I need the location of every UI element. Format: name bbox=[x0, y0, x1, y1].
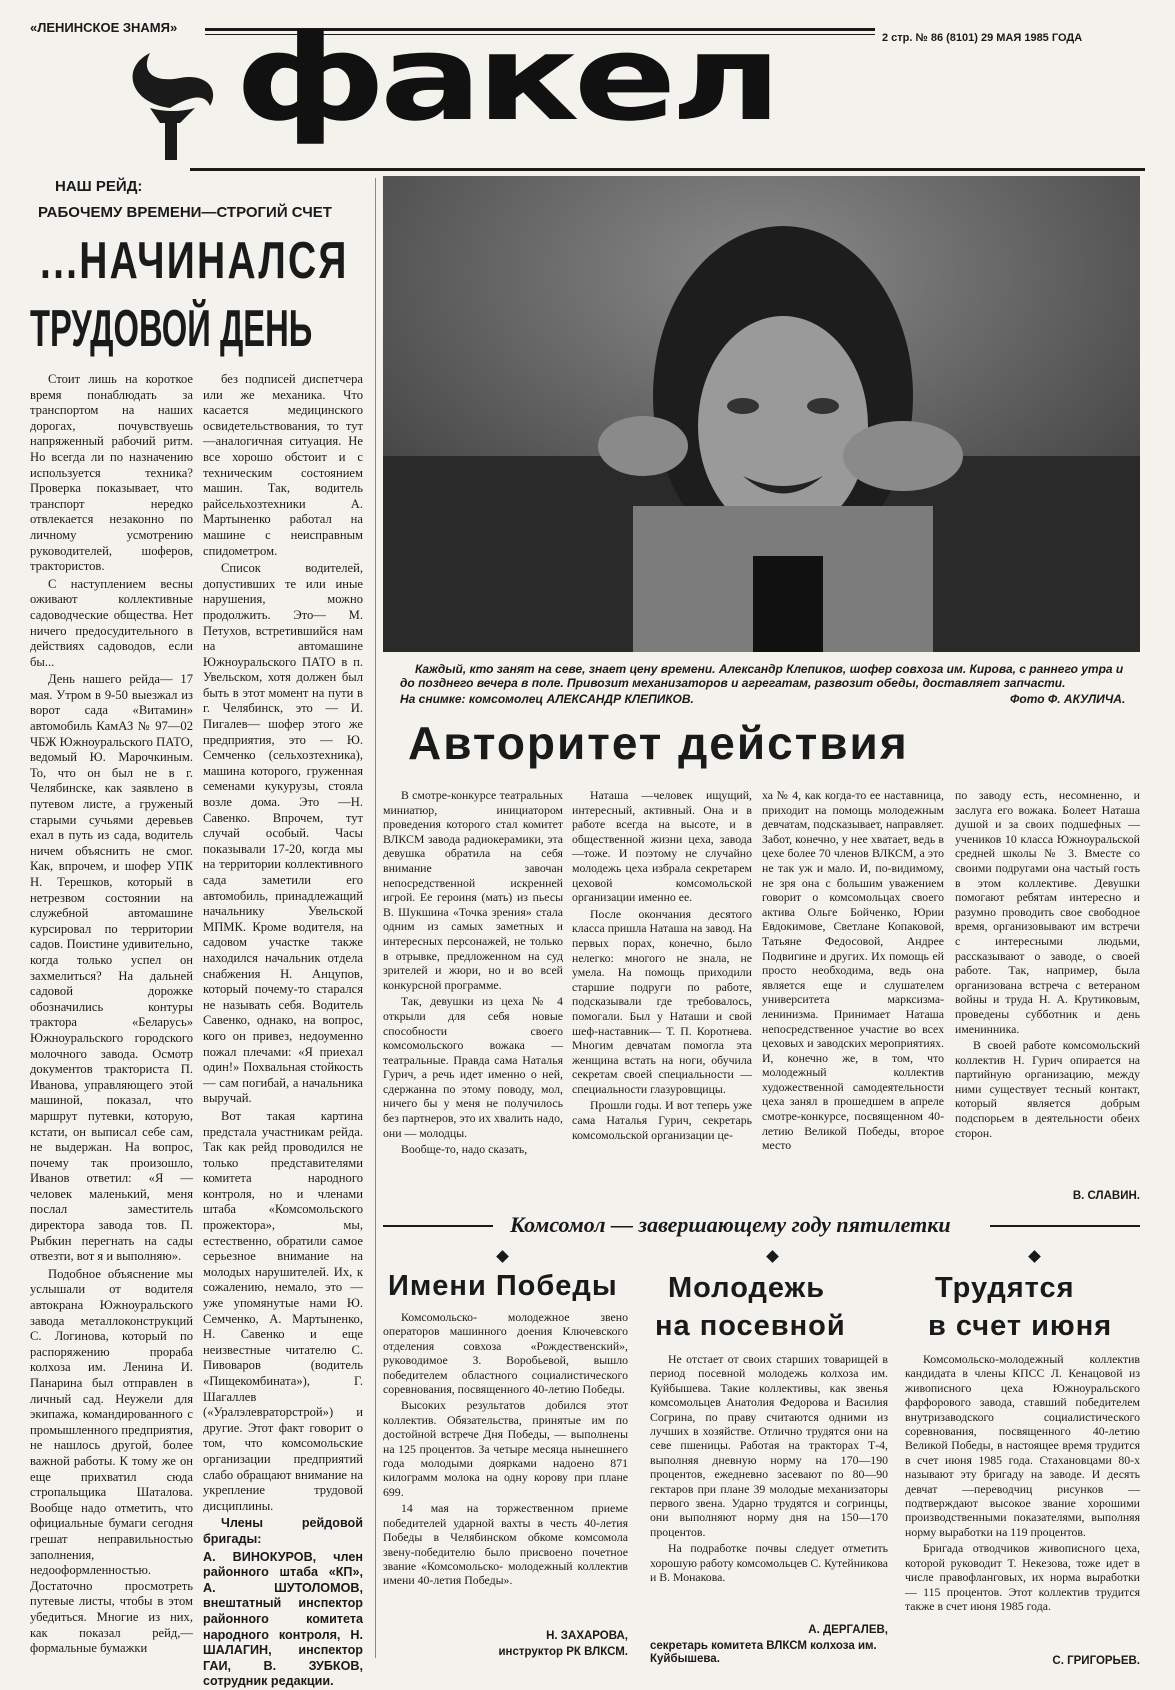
june-paragraph: Бригада отводчиков живописного цеха, которой руководит Т. Некезова, тоже идет в числе правофланговых, их норма выработки — 115 процентов. Этот коллектив трудится также в счет июня 1985 года. bbox=[905, 1541, 1140, 1613]
victory-paragraph: 14 мая на торжественном приеме победителей ударной вахты в честь 40-летия Победы в Челябинском обкоме комсомола звену-победителю было присвоено почетное звание «Комсомольско- молодежный коллектив имени 40-летия Победы». bbox=[383, 1501, 628, 1588]
sowing-paragraph: Не отстает от своих старших товарищей в период посевной молодежь колхоза им. Куйбышева. Такие коллективы, как звенья комсомольцев Анатолия Федорова и Василия Согрина, по праву считаются одними из лучших в хозяйстве. Отлично трудятся они на севе пшеницы. Работая на тракторах Т-4, выполняя дневную норму на 170—190 процентов, ежедневно засевают по 80—90 гектаров при плане 39 молодые механизаторы первого звена. Ударно трудятся и согринцы, они выполняют норму дня на 150—170 процентов. bbox=[650, 1352, 888, 1539]
victory-author: Н. ЗАХАРОВА, bbox=[546, 1630, 628, 1642]
raid-kicker-2: РАБОЧЕМУ ВРЕМЕНИ—СТРОГИЙ СЧЕТ bbox=[38, 204, 332, 221]
raid-column-2 bbox=[203, 372, 363, 1689]
raid-column-divider bbox=[375, 178, 376, 1658]
authority-column-1 bbox=[383, 788, 563, 1198]
authority-paragraph: В своей работе комсомольский коллектив Н. Гурич опирается на партийную организацию, между ними существует тесный контакт, который является добрым подспорьем в деятельности обеих сторон. bbox=[955, 1038, 1140, 1140]
raid-paragraph: Список водителей, допустивших те или иные нарушения, можно продолжить. Это— М. Петухов, встретившийся нам на автомашине Южноуральского ПАТО в п. Увельском, хотя должен был быть в этот момент на пути в г. Челябинск, это — И. Пигалев— шофер этого же предприятия, это — Ю. Семченко (сельхозтехника), машина которого, груженная семенами кукурузы, стояла возле дома. Это —Н. Савенко. Впрочем, тут случай особый. Часы показывали 17-20, когда мы на территории коллективного сада заметили его автомобиль, принадлежащий начальнику Увельской МПМК. Кроме водителя, на садовом участке также находился начальник отдела снабжения Н. Анцупов, который почему-то старался не называть себя. Водитель Савенко, однако, на вопрос, кого он привез, недоуменно пожал плечами: «Я приехал один!» Похвальная стойкость — сам погибай, а начальника выручай. bbox=[203, 561, 363, 1106]
authority-column-2 bbox=[572, 788, 752, 1198]
diamond-icon bbox=[766, 1250, 779, 1263]
masthead-title: факел bbox=[235, 9, 776, 148]
paper-name: «ЛЕНИНСКОЕ ЗНАМЯ» bbox=[30, 20, 178, 35]
raid-headline-1: ...НАЧИНАЛСЯ bbox=[40, 232, 349, 290]
authority-author: В. СЛАВИН. bbox=[1072, 1190, 1140, 1202]
issue-line: 2 стр. № 86 (8101) 29 МАЯ 1985 ГОДА bbox=[882, 32, 1083, 44]
raid-headline-2: ТРУДОВОЙ ДЕНЬ bbox=[30, 300, 313, 358]
raid-members-title: Члены рейдовой бригады: bbox=[203, 1516, 363, 1546]
rubric-rule-right bbox=[990, 1225, 1140, 1227]
authority-paragraph: В смотре-конкурсе театральных миниатюр, инициатором проведения которого стал комитет ВЛКСМ завода радиокерамики, эта девушка обратила на себя внимание завочан непосредственной искренней игрой. Ее героиня (мать) из пьесы В. Шукшина «Точка зрения» стала одним из самых заметных и интересных персонажей, не только в отрывке, предложенном на суд зрителей и жюри, но и во всей конкурсной программе. bbox=[383, 788, 563, 992]
sowing-column bbox=[650, 1352, 888, 1622]
masthead-rule-bottom bbox=[190, 168, 1145, 171]
authority-headline: Авторитет действия bbox=[408, 717, 909, 769]
authority-column-4 bbox=[955, 788, 1140, 1178]
june-author: С. ГРИГОРЬЕВ. bbox=[1052, 1655, 1140, 1667]
authority-paragraph: Так, девушки из цеха № 4 открыли для себя новые способности своего комсомольского вожака — театральные. Правда сама Наталья Гурич, а речь идет именно о ней, сдержанна по этому поводу, мол, ничего бы у меня не получилось без партнеров, это их хвалить надо, они — молодцы. bbox=[383, 994, 563, 1140]
sowing-paragraph: На подработке почвы следует отметить хорошую работу комсомольцев С. Кутейникова и В. Монакова. bbox=[650, 1541, 888, 1585]
authority-paragraph: Прошли годы. И вот теперь уже сама Наталья Гурич, секретарь комсомольской организации це- bbox=[572, 1098, 752, 1142]
torch-flame-icon bbox=[110, 48, 230, 166]
authority-paragraph: по заводу есть, несомненно, и заслуга его вожака. Болеет Наташа душой и за своих подшефных —учеников 10 класса Южноуральской средней школы № 3. Вместе со своими подругами она частый гость в этом коллективе. Девушки помогают ребятам интересно и разумно проводить свое свободное время, организовывают им встречи с интересными людьми, рассказывают о заводе, о своей работе. Так, например, была организована встреча с ветераном войны и труда Н. А. Крутиковым, проведены субботник и день именинника. bbox=[955, 788, 1140, 1036]
raid-column-1 bbox=[30, 372, 193, 1662]
authority-column-3 bbox=[762, 788, 944, 1198]
raid-paragraph: без подписей диспетчера или же механика. Что касается медицинского освидетельствования, то тут —аналогичная ситуация. Не все хорошо обстоит и с техническим состоянием машин. Так, водитель райсельхозтехники А. Мартыненко работал на машине с неисправным спидометром. bbox=[203, 372, 363, 558]
sowing-author-role: секретарь комитета ВЛКСМ колхоза им. Куйбышева. bbox=[650, 1640, 877, 1665]
authority-paragraph: ха № 4, как когда-то ее наставница, приходит на помощь молодежным девчатам, подсказывает, направляет. Забот, конечно, у нее хватает, ведь в цехе более 70 членов ВЛКСМ, а это не так уж и мало. И, по-видимому, не зря она с большим уважением говорит о комсомольцах своего актива Ольге Бойченко, Юрии Евдокимове, Светлане Копаковой, Татьяне Федосовой, Андрее Подвигине и других. Их помощь ей просто необходима, ведь она является еще и слушателем университета марксизма-ленинизма. Принимает Наташа непосредственное участие во всех цеховых и заводских мероприятиях. И, конечно же, в том, что молодежный коллектив художественной самодеятельности цеха занял в прошедшем в апреле смотре-конкурсе, посвященном 40-летию Великой Победы, второе место bbox=[762, 788, 944, 1153]
diamond-icon bbox=[1028, 1250, 1041, 1263]
photo-credit: Фото Ф. АКУЛИЧА. bbox=[1010, 692, 1126, 706]
photo-portrait bbox=[383, 176, 1140, 652]
raid-paragraph: Стоит лишь на короткое время понаблюдать за транспортом на наших дорогах, почувствуешь напряженный рабочий ритм. Но всегда ли по назначению используется техника? Проверка показывает, что транспорт нередко отвлекается незаконно по личному усмотрению руководителей, шоферов, трактористов. bbox=[30, 372, 193, 574]
june-headline-2: в счет июня bbox=[928, 1310, 1113, 1342]
raid-paragraph: С наступлением весны оживают коллективные садоводческие общества. Нет ничего предосудительного в действиях садоводов, если бы... bbox=[30, 576, 193, 669]
victory-headline: Имени Победы bbox=[388, 1270, 618, 1302]
raid-members: А. ВИНОКУРОВ, член районного штаба «КП», А. ШУТОЛОМОВ, внештатный инспектор районного комитета народного контроля, Н. ШАЛАГИН, инспектор ГАИ, В. ЗУБКОВ, сотрудник редакции. bbox=[203, 1549, 363, 1689]
victory-paragraph: Высоких результатов добился этот коллектив. Обязательства, принятые им по достойной встрече Дня Победы, — выполнены на 125 процентов. За четыре месяца нынешнего года молодыми доярками надоено 871 килограмм молока на одну корову при плане 699. bbox=[383, 1398, 628, 1499]
raid-paragraph: Вот такая картина предстала участникам рейда. Так как рейд проводился не только представителями комитета народного контроля, но и членами штаба «Комсомольского прожектора», мы, естественно, обратили самое серьезное внимание на молодых нарушителей. Их, к сожалению, немало, это — уже упомянутые нами Ю. Семченко, А. Мартыненко, Н. Савенко и еще неизвестные читателю С. Пивоваров (водитель «Пищекомбината»), Г. Шагаллев («Уралэлевраторстрой») и другие. Этот факт говорит о том, что комсомольские организации предприятий слабо обращают внимание на укрепление трудовой дисциплины. bbox=[203, 1108, 363, 1513]
rubric-rule-left bbox=[383, 1225, 493, 1227]
june-headline-1: Трудятся bbox=[935, 1272, 1075, 1304]
authority-paragraph: Наташа —человек ищущий, интересный, активный. Она и в работе всегда на высоте, и в общественной жизни цеха, завода—тоже. И поэтому не случайно молодежь цеха избрала секретарем цеховой комсомольской организации именно ее. bbox=[572, 788, 752, 905]
raid-paragraph: День нашего рейда— 17 мая. Утром в 9-50 выезжал из ворот сада «Витамин» автомобиль КамАЗ № 97—02 ЧБЖ Южноуральского ПАТО, ведомый Ю. Марочкиным. То, что он был не в г. Челябинске, как заявлено в путевом листе, а груженый старыми сучьями деревьев ехал в путь из сада, водитель ничем объяснить не смог. Как, впрочем, и шофер УПК Н. Терешков, который в нетрезвом состоянии на служебной автомашине курсировал по территории садов. Поистине удивительно, когда только успел он захмелиться? На дальней садовой дорожке обозначились контуры трактора «Беларусь» Южноуральского городского молочного завода. Осмотр документов тракториста П. Иванова, управляющего этой машиной, показал, что маршрут путевки, которую, кстати, он выписал себе сам, не выдержан. На вопрос, почему так произошло, Иванов ответил: «Я — человек маленький, меня послал заместитель директора завода тов. П. Рыбкин перегнать на сады отвезти, вот я и выполняю». bbox=[30, 672, 193, 1264]
raid-kicker-1: НАШ РЕЙД: bbox=[55, 178, 143, 195]
photo bbox=[383, 176, 1140, 652]
authority-paragraph: Вообще-то, надо сказать, bbox=[401, 1142, 528, 1157]
sowing-headline-2: на посевной bbox=[655, 1310, 846, 1342]
victory-column bbox=[383, 1310, 628, 1610]
june-column bbox=[905, 1352, 1140, 1652]
victory-paragraph: Комсомольско- молодежное звено операторов машинного доения Ключевского отделения совхоза «Рождественский», руководимое З. Воробьевой, вышло победителем областного социалистического соревнования, посвященного 40-летию Победы. bbox=[383, 1310, 628, 1397]
diamond-icon bbox=[496, 1250, 509, 1263]
victory-author-role: инструктор РК ВЛКСМ. bbox=[498, 1646, 628, 1658]
rubric: Комсомол — завершающему году пятилетки bbox=[510, 1212, 951, 1237]
logo bbox=[110, 48, 230, 166]
photo-caption: Каждый, кто занят на севе, знает цену времени. Александр Клепиков, шофер совхоза им. Кирова, с раннего утра и до позднего вечера в поле. Привозит механизаторов и агрегатам, развозит обеды, доставляет запчасти. bbox=[400, 662, 1124, 690]
june-paragraph: Комсомольско-молодежный коллектив кандидата в члены КПСС Л. Кенацовой из живописного цеха Южноуральского фарфорового завода, ставший победителем внутризаводского социалистического соревнования, посвященного 40-летию Великой Победы, в настоящее время трудится в счет июня 1985 года. Стахановцами 80-х называют эту бригаду на заводе. И десять девчат —переводчиц рисунков — подтверждают высокое звание хорошими производственными показателями, выполняя норму выработки на 119 процентов. bbox=[905, 1352, 1140, 1539]
raid-paragraph: Подобное объяснение мы услышали от водителя автокрана Южноуральского завода металлоконструкций С. Логинова, который по распоряжению прораба колхоза им. Ленина И. Панарина был отправлен в личный сад. Неужели для экипажа, командированного с промышленного предприятия, не нашлось другой, более важной работы. К тому же он еще прихватил сюда стропальщика Шаталова. Вообще надо отметить, что официальные бумаги сегодня грешат неправильностью заполнения, недооформленностью. Достаточно просмотреть путевые листы, чтобы в этом убедиться. Многие из них, как показал рейд,— формальные бумажки bbox=[30, 1266, 193, 1656]
sowing-author: А. ДЕРГАЛЕВ, bbox=[808, 1624, 888, 1636]
sowing-headline-1: Молодежь bbox=[668, 1272, 826, 1304]
authority-paragraph: После окончания десятого класса пришла Наташа на завод. На первых порах, конечно, было нелегко: многого не знала, не умела. На помощь приходили старшие подруги по работе, подсказывали где требовалось, помогали. Был у Наташи и свой шеф-наставник— Т. П. Коротнева. Многим девчатам помогла эта женщина встать на ноги, обучила секретам своей специальности — специальности глазуровщицы. bbox=[572, 906, 752, 1096]
photo-caption-subject: На снимке: комсомолец АЛЕКСАНДР КЛЕПИКОВ. bbox=[400, 692, 694, 706]
